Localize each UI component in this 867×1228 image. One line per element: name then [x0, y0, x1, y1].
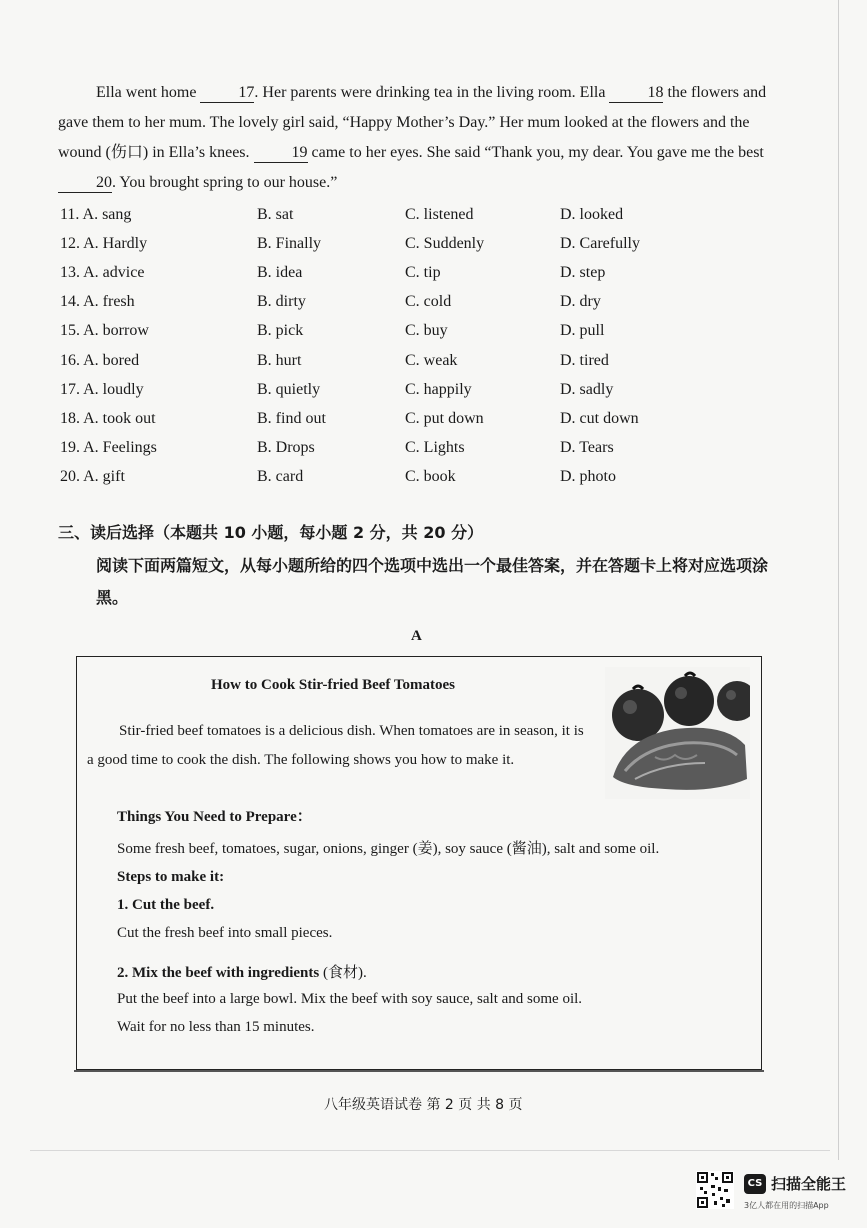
option-a: 12. A. Hardly [60, 234, 148, 252]
option-d: D. sadly [560, 380, 614, 398]
scan-edge-line [838, 0, 839, 1160]
option-b: B. dirty [257, 293, 306, 311]
option-c: C. tip [405, 263, 441, 281]
option-b: B. sat [257, 205, 294, 223]
passage-text: Ella went home [96, 84, 201, 101]
blank-19: 19 [254, 144, 308, 163]
option-c: C. cold [405, 293, 452, 311]
option-row-11 [60, 200, 780, 229]
option-d: D. photo [560, 468, 616, 486]
option-b: B. hurt [257, 351, 302, 369]
option-c: C. book [405, 468, 456, 486]
cloze-passage [58, 78, 783, 198]
option-row-12 [60, 229, 780, 258]
section-instruction: 阅读下面两篇短文，从每小题所给的四个选项中选出一个最佳答案，并在答题卡上将对应选项涂黑。 [96, 556, 769, 607]
scanner-brand: 扫描全能王 [771, 1175, 847, 1193]
option-a: 11. A. sang [60, 205, 132, 223]
option-d: D. Tears [560, 439, 614, 457]
option-b: B. Drops [257, 439, 315, 457]
option-c: C. put down [405, 409, 484, 427]
option-d: D. pull [560, 322, 605, 340]
scanner-tagline: 3亿人都在用的扫描App [744, 1201, 829, 1210]
box-bottom-edge [74, 1070, 764, 1072]
option-row-14 [60, 288, 780, 317]
option-d: D. step [560, 263, 606, 281]
option-a: 20. A. gift [60, 468, 125, 486]
option-a: 18. A. took out [60, 409, 156, 427]
option-a: 15. A. borrow [60, 322, 149, 340]
blank-20: 20 [58, 174, 112, 193]
passage-paragraph [58, 78, 783, 198]
step2-heading-rest: (食材). [319, 965, 367, 981]
option-d: D. cut down [560, 409, 639, 427]
passage-text: . Her parents were drinking tea in the living room. Ella [254, 84, 610, 101]
passage-text: . You brought spring to our house.” [112, 174, 338, 191]
scan-bottom-line [30, 1150, 830, 1151]
section-heading: 三、读后选择（本题共 10 小题，每小题 2 分，共 20 分） [58, 523, 484, 542]
option-c: C. listened [405, 205, 474, 223]
step1-heading: 1. Cut the beef. [117, 897, 215, 913]
option-row-15 [60, 317, 780, 346]
option-a: 14. A. fresh [60, 293, 135, 311]
steps-heading: Steps to make it: [117, 869, 225, 885]
option-b: B. find out [257, 409, 326, 427]
option-b: B. Finally [257, 234, 322, 252]
option-a: 19. A. Feelings [60, 439, 157, 457]
step2-text-1: Put the beef into a large bowl. Mix the beef with soy sauce, salt and some oil. [117, 991, 583, 1007]
recipe-box [76, 656, 762, 1070]
step2-heading [117, 961, 367, 982]
recipe-intro-text: Stir-fried beef tomatoes is a delicious dish. When tomatoes are in season, it is a good time to cook the dish. The following shows you how to make it. [87, 723, 584, 768]
blank-18: 18 [609, 84, 663, 103]
passage-text: the flowers and gave them to her mum. The lovely girl said, “Happy Mother’s Day.” Her mum looked at the flowers and the wound (伤口) in Ella’s knees. [58, 84, 767, 161]
prepare-text: Some fresh beef, tomatoes, sugar, onions, ginger (姜), soy sauce (酱油), salt and some oil. [117, 841, 660, 857]
option-c: C. Suddenly [405, 234, 485, 252]
option-c: C. Lights [405, 439, 465, 457]
page-footer: 八年级英语试卷 第 2 页 共 8 页 [324, 1097, 523, 1113]
cloze-options [60, 200, 780, 492]
step2-text-2: Wait for no less than 15 minutes. [117, 1019, 315, 1035]
passage-letter: A [411, 628, 422, 644]
option-a: 16. A. bored [60, 351, 140, 369]
option-row-18 [60, 404, 780, 433]
blank-17: 17 [200, 84, 254, 103]
option-d: D. looked [560, 205, 624, 223]
option-row-20 [60, 463, 780, 492]
option-d: D. dry [560, 293, 601, 311]
option-row-19 [60, 434, 780, 463]
step1-text: Cut the fresh beef into small pieces. [117, 925, 333, 941]
step2-heading-bold: 2. Mix the beef with ingredients [117, 965, 320, 981]
option-c: C. buy [405, 322, 448, 340]
camscanner-logo-icon: CS [744, 1174, 766, 1194]
option-row-13 [60, 258, 780, 287]
option-d: D. tired [560, 351, 609, 369]
option-a: 17. A. loudly [60, 380, 144, 398]
recipe-title: How to Cook Stir-fried Beef Tomatoes [211, 677, 455, 693]
option-b: B. pick [257, 322, 304, 340]
option-b: B. idea [257, 263, 303, 281]
option-d: D. Carefully [560, 234, 640, 252]
prepare-heading: Things You Need to Prepare： [117, 809, 312, 825]
option-row-17 [60, 375, 780, 404]
option-b: B. quietly [257, 380, 321, 398]
option-c: C. weak [405, 351, 458, 369]
option-c: C. happily [405, 380, 472, 398]
passage-text: came to her eyes. She said “Thank you, my dear. You gave me the best [307, 144, 764, 161]
option-b: B. card [257, 468, 304, 486]
qr-code-icon [696, 1171, 734, 1209]
recipe-intro [87, 717, 587, 775]
beef-tomatoes-photo [605, 667, 750, 799]
option-a: 13. A. advice [60, 263, 145, 281]
option-row-16 [60, 346, 780, 375]
